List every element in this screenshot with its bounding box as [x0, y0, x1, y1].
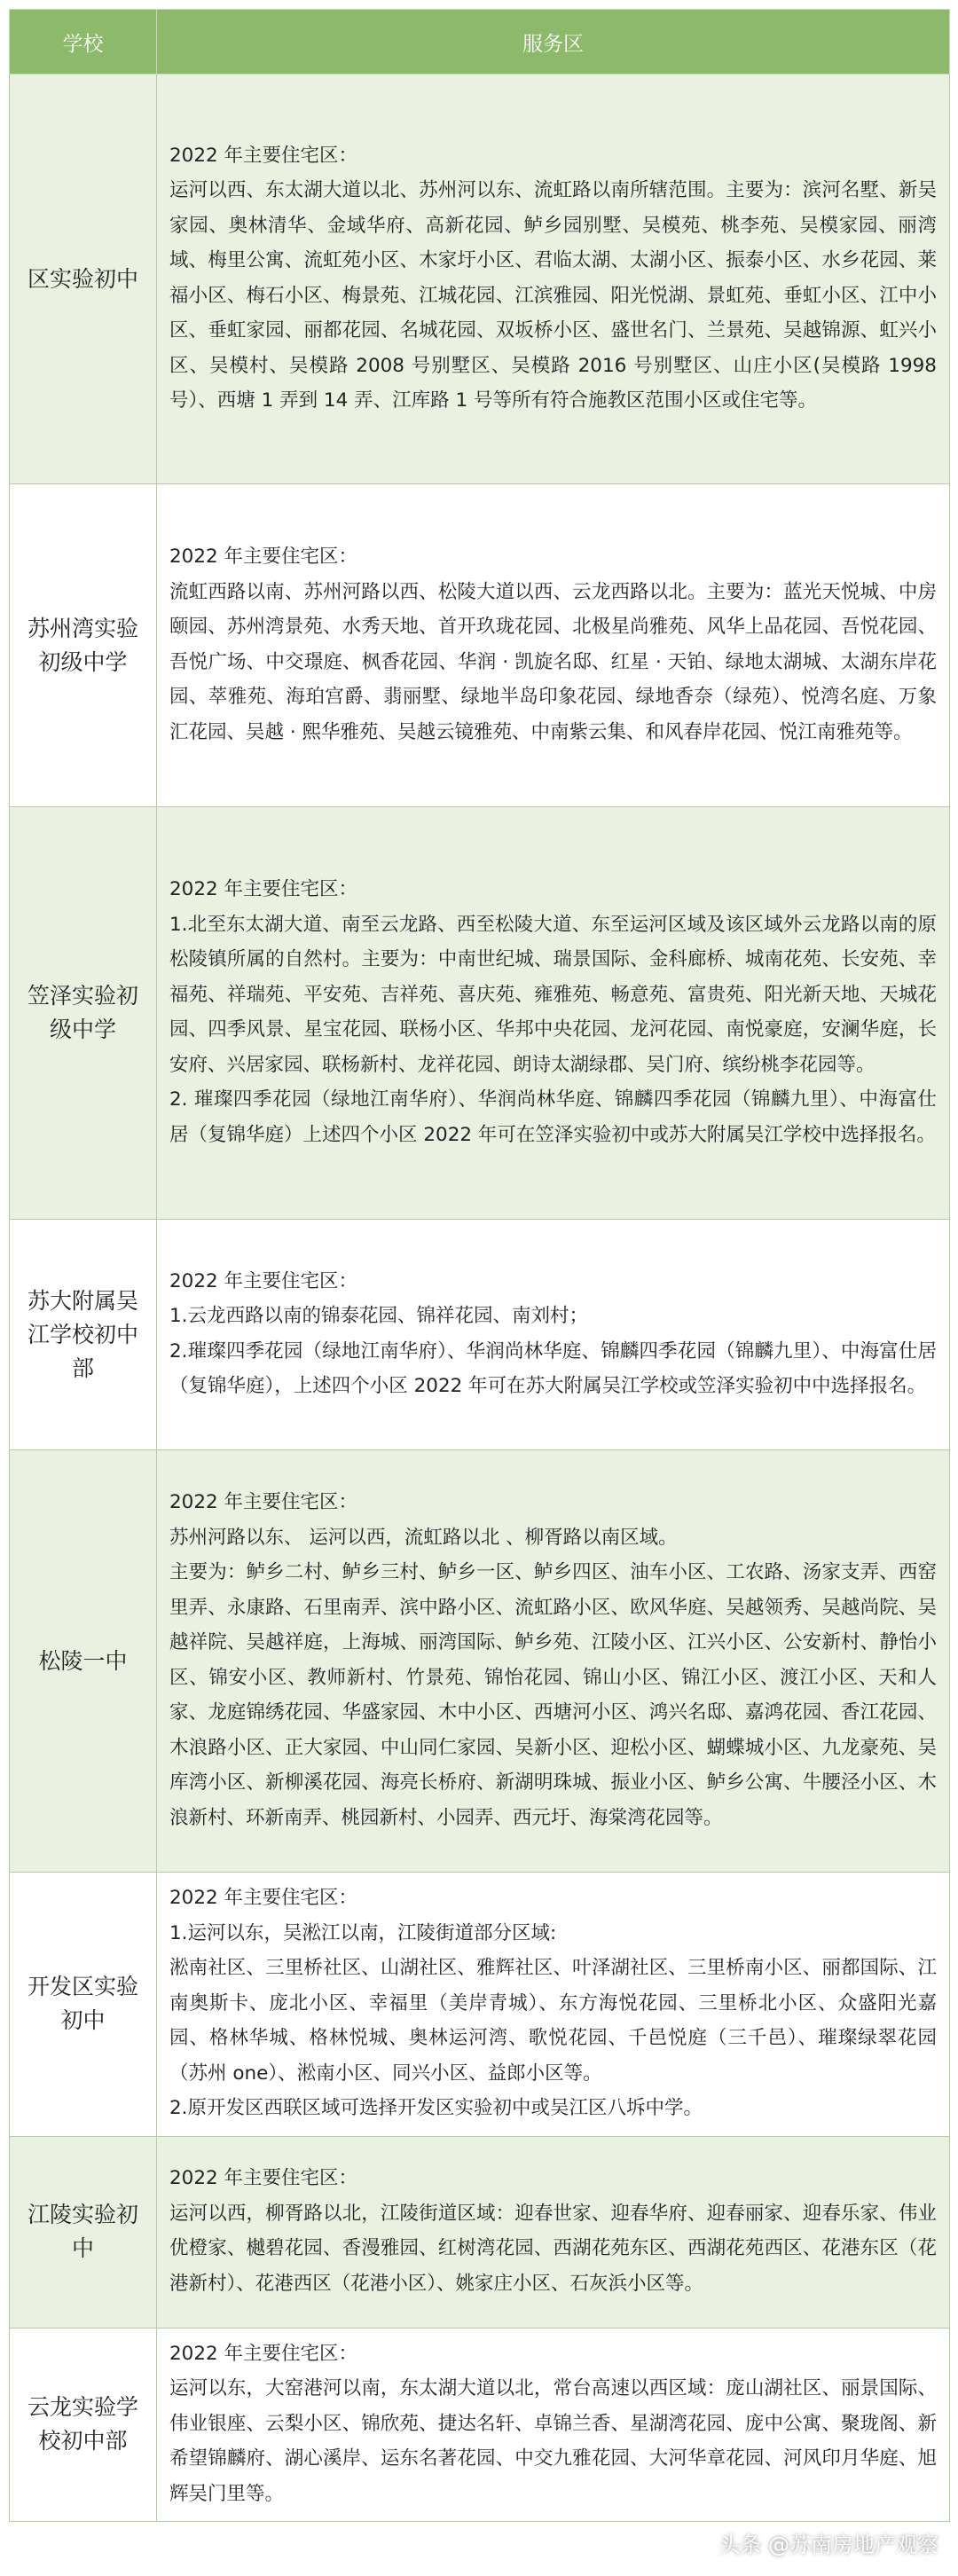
school-name: 云龙实验学校初中部	[10, 2328, 157, 2522]
table-row	[10, 2136, 950, 2328]
service-area-paragraph: 运河以东，大窑港河以南，东太湖大道以北，常台高速以西区域：庞山湖社区、丽景国际、伟业银座、云梨小区、锦欣苑、捷达名轩、卓锦兰香、星湖湾花园、庞中公寓、聚珑阁、新希望锦麟府、湖心溪岸、运东名著花园、中交九雅花园、大河华章花园、河风印月华庭、旭辉吴门里等。	[169, 2377, 937, 2505]
service-area-cell	[157, 484, 950, 807]
table-row	[10, 75, 950, 484]
table-row	[10, 1220, 950, 1450]
service-area-paragraph: 2022 年主要住宅区：	[169, 878, 358, 900]
service-area-paragraph: 2022 年主要住宅区：	[169, 1491, 358, 1513]
service-area-cell	[157, 2136, 950, 2328]
service-area-paragraph: 2022 年主要住宅区：	[169, 1269, 358, 1292]
table-row	[10, 1873, 950, 2137]
header-school: 学校	[10, 10, 157, 75]
service-area-cell	[157, 1873, 950, 2137]
table-row	[10, 2328, 950, 2522]
table-row	[10, 1450, 950, 1873]
service-area-paragraph: 2022 年主要住宅区：	[169, 2167, 358, 2189]
school-name: 笠泽实验初级中学	[10, 807, 157, 1220]
service-area-paragraph: 1.运河以东，吴淞江以南，江陵街道部分区域:	[169, 1921, 557, 1944]
service-area-paragraph: 1.北至东太湖大道、南至云龙路、西至松陵大道、东至运河区域及该区域外云龙路以南的原松陵镇所属的自然村。主要为：中南世纪城、瑞景国际、金科廊桥、城南花苑、长安苑、幸福苑、祥瑞苑、平安苑、吉祥苑、喜庆苑、雍雅苑、畅意苑、富贵苑、阳光新天地、天城花园、四季风景、星宝花园、联杨小区、华邦中央花园、龙河花园、南悦豪庭，安澜华庭，长安府、兴居家园、联杨新村、龙祥花园、朗诗太湖绿郡、吴门府、缤纷桃李花园等。	[169, 913, 937, 1076]
service-area-paragraph: 2.璀璨四季花园（绿地江南华府）、华润尚林华庭、锦麟四季花园（锦麟九里）、中海富仕居（复锦华庭），上述四个小区 2022 年可在苏大附属吴江学校或笠泽实验初中中选择报名。	[169, 1339, 937, 1397]
service-area-paragraph: 2022 年主要住宅区：	[169, 2342, 358, 2365]
service-area-cell	[157, 1220, 950, 1450]
service-area-paragraph: 2.原开发区西联区域可选择开发区实验初中或吴江区八坼中学。	[169, 2097, 703, 2119]
service-area-paragraph: 苏州河路以东、 运河以西，流虹路以北 、柳胥路以南区域。	[169, 1526, 678, 1549]
service-area-paragraph: 2022 年主要住宅区：	[169, 546, 358, 568]
school-name: 松陵一中	[10, 1450, 157, 1873]
school-name: 开发区实验初中	[10, 1873, 157, 2137]
service-area-cell	[157, 1450, 950, 1873]
service-area-paragraph: 2022 年主要住宅区：	[169, 1887, 358, 1909]
service-area-paragraph: 运河以西、东太湖大道以北、苏州河以东、流虹路以南所辖范围。主要为：滨河名墅、新吴家园、奥林清华、金域华府、高新花园、鲈乡园别墅、吴模苑、桃李苑、吴模家园、丽湾域、梅里公寓、流虹苑小区、木家圩小区、君临太湖、太湖小区、振泰小区、水乡花园、莱福小区、梅石小区、梅景苑、江城花园、江滨雅园、阳光悦湖、景虹苑、垂虹小区、江中小区、垂虹家园、丽都花园、名城花园、双坂桥小区、盛世名门、兰景苑、吴越锦源、虹兴小区、吴模村、吴模路 2008 号别墅区、吴模路 2016 号别墅区、山庄小区(吴模路 1998 号）、西塘 1 弄到 14 弄、江库路 1 号等所有符合施教区范围小区或住宅等。	[169, 179, 937, 412]
table-row	[10, 484, 950, 807]
service-area-paragraph: 1.云龙西路以南的锦泰花园、锦祥花园、南刘村；	[169, 1305, 589, 1327]
service-area-cell	[157, 807, 950, 1220]
service-area-paragraph: 主要为：鲈乡二村、鲈乡三村、鲈乡一区、鲈乡四区、油车小区、工农路、汤家支弄、西窑里弄、永康路、石里南弄、滨中路小区、流虹路小区、欧风华庭、吴越领秀、吴越尚院、吴越祥院、吴越祥庭，上海城、丽湾国际、鲈乡苑、江陵小区、江兴小区、公安新村、静怡小区、锦安小区、教师新村、竹景苑、锦怡花园、锦山小区、锦江小区、渡江小区、天和人家、龙庭锦绣花园、华盛家园、木中小区、西塘河小区、鸿兴名邸、嘉鸿花园、香江花园、木浪路小区、正大家园、中山同仁家园、吴新小区、迎松小区、蝴蝶城小区、九龙豪苑、吴库湾小区、新柳溪花园、海亮长桥府、新湖明珠城、振业小区、鲈乡公寓、牛腰泾小区、木浪新村、环新南弄、桃园新村、小园弄、西元圩、海棠湾花园等。	[169, 1561, 937, 1829]
service-area-paragraph: 2. 璀璨四季花园（绿地江南华府）、华润尚林华庭、锦麟四季花园（锦麟九里）、中海富仕居（复锦华庭）上述四个小区 2022 年可在笠泽实验初中或苏大附属吴江学校中选择报名。	[169, 1088, 937, 1146]
school-name: 江陵实验初中	[10, 2136, 157, 2328]
header-service-area: 服务区	[157, 10, 950, 75]
school-name: 区实验初中	[10, 75, 157, 484]
service-area-paragraph: 2022 年主要住宅区：	[169, 144, 358, 167]
service-area-cell	[157, 75, 950, 484]
service-area-paragraph: 流虹西路以南、苏州河路以西、松陵大道以西、云龙西路以北。主要为：蓝光天悦城、中房颐园、苏州湾景苑、水秀天地、首开玖珑花园、北极星尚雅苑、风华上品花园、吾悦花园、吾悦广场、中交璟庭、枫香花园、华润 · 凯旋名邸、红星 · 天铂、绿地太湖城、太湖东岸花园、萃雅苑、海珀宫爵、翡丽墅、绿地半岛印象花园、绿地香奈（绿苑）、悦湾名庭、万象汇花园、吴越 · 熙华雅苑、吴越云镜雅苑、中南紫云集、和风春岸花园、悦江南雅苑等。	[169, 580, 937, 743]
watermark-text: 头条 @苏南房地产观察	[718, 2533, 938, 2557]
service-area-paragraph: 运河以西，柳胥路以北，江陵街道区域：迎春世家、迎春华府、迎春丽家、迎春乐家、伟业优橙家、樾碧花园、香漫雅园、红树湾花园、西湖花苑东区、西湖花苑西区、花港东区（花港新村）、花港西区（花港小区）、姚家庄小区、石灰浜小区等。	[169, 2202, 937, 2295]
school-name: 苏大附属吴江学校初中部	[10, 1220, 157, 1450]
service-area-cell	[157, 2328, 950, 2522]
table-header-row	[10, 10, 950, 75]
school-name: 苏州湾实验初级中学	[10, 484, 157, 807]
table-row	[10, 807, 950, 1220]
service-area-paragraph: 淞南社区、三里桥社区、山湖社区、雅辉社区、叶泽湖社区、三里桥南小区、丽都国际、江南奥斯卡、庞北小区、幸福里（美岸青城）、东方海悦花园、三里桥北小区、众盛阳光嘉园、格林华城、格林悦城、奥林运河湾、歌悦花园、千邑悦庭（三千邑）、璀璨绿翠花园（苏州 one）、淞南小区、同兴小区、益郎小区等。	[169, 1957, 937, 2085]
service-area-table	[9, 9, 950, 2522]
